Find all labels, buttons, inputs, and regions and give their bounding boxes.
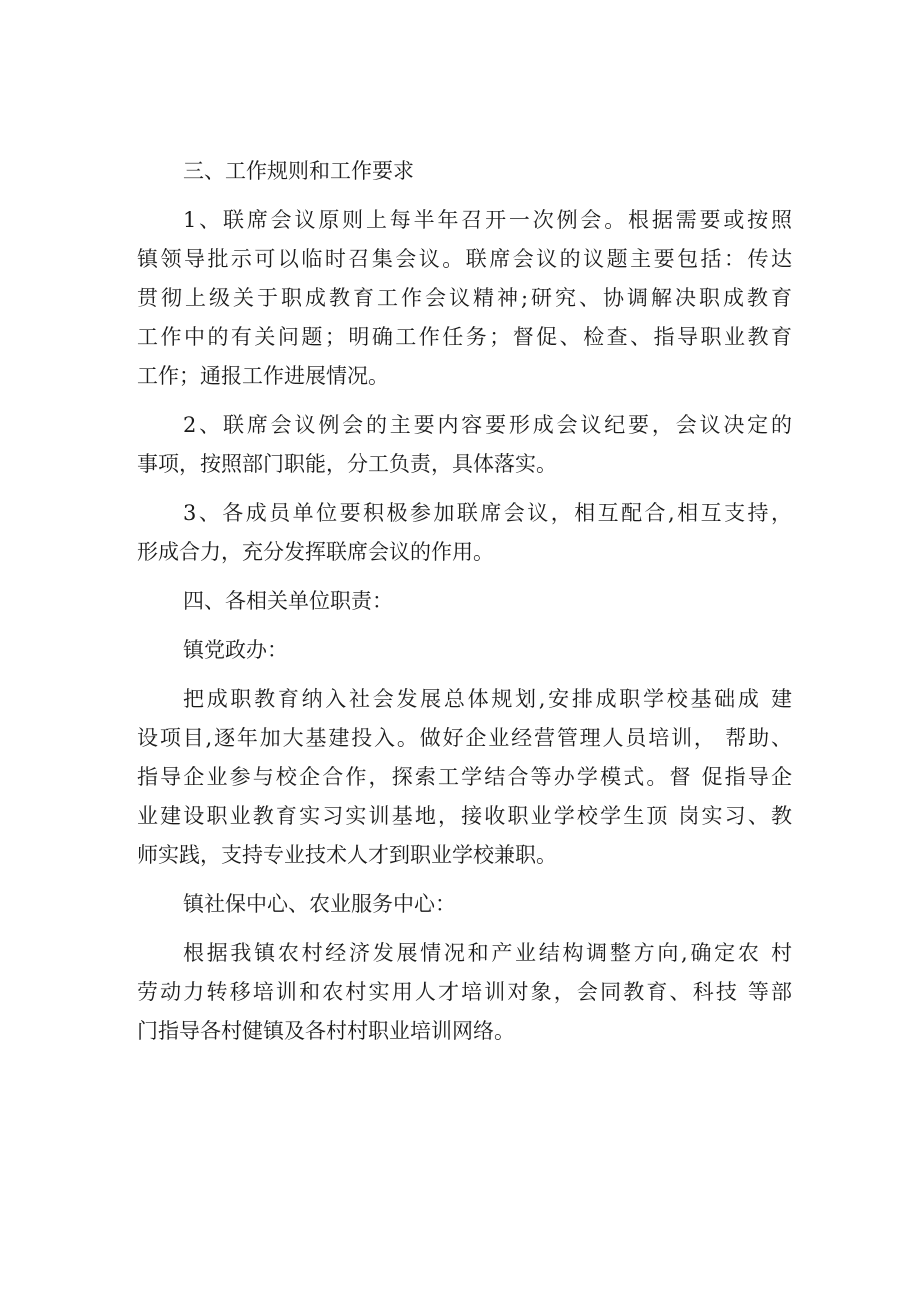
paragraph-line: 根据我镇农村经济发展情况和产业结构调整方向,确定农 村: [183, 941, 792, 965]
paragraph-line: 镇领导批示可以临时召集会议。联席会议的议题主要包括：传达: [137, 247, 792, 271]
unit-title-social-security: 镇社保中心、农业服务中心：: [183, 892, 456, 916]
section-heading-3: 三、工作规则和工作要求: [183, 159, 414, 183]
paragraph-line: 形成合力，充分发挥联席会议的作用。: [137, 540, 494, 564]
paragraph-line: 工作；通报工作进展情况。: [137, 364, 389, 388]
paragraph-line: 门指导各村健镇及各村村职业培训网络。: [137, 1019, 515, 1043]
section-heading-4: 四、各相关单位职责：: [183, 589, 393, 613]
paragraph-line: 指导企业参与校企合作，探索工学结合等办学模式。督 促指导企: [137, 765, 792, 789]
rule-3-paragraph: [137, 494, 792, 572]
unit-1-paragraph: [137, 680, 792, 875]
unit-2-paragraph: [137, 934, 792, 1051]
document-body: [137, 152, 792, 1051]
paragraph-line: 劳动力转移培训和农村实用人才培训对象，会同教育、科技 等部: [137, 980, 792, 1004]
rule-1-paragraph: [137, 201, 792, 396]
paragraph-line: 业建设职业教育实习实训基地，接收职业学校学生顶 岗实习、教: [137, 804, 792, 828]
paragraph-line: 师实践，支持专业技术人才到职业学校兼职。: [137, 843, 557, 867]
paragraph-line: 设项目,逐年加大基建投入。做好企业经营管理人员培训， 帮助、: [137, 726, 792, 750]
paragraph-line: 2、联席会议例会的主要内容要形成会议纪要，会议决定的: [183, 413, 792, 437]
paragraph-line: 贯彻上级关于职成教育工作会议精神;研究、协调解决职成教育: [137, 286, 792, 310]
paragraph-line: 工作中的有关问题；明确工作任务；督促、检查、指导职业教育: [137, 325, 792, 349]
paragraph-line: 1、联席会议原则上每半年召开一次例会。根据需要或按照: [183, 208, 792, 232]
rule-2-paragraph: [137, 406, 792, 484]
paragraph-line: 事项，按照部门职能，分工负责，具体落实。: [137, 452, 557, 476]
paragraph-line: 3、各成员单位要积极参加联席会议，相互配合,相互支持，: [183, 501, 792, 525]
unit-title-party-office: 镇党政办：: [183, 638, 288, 662]
paragraph-line: 把成职教育纳入社会发展总体规划,安排成职学校基础成 建: [183, 687, 792, 711]
